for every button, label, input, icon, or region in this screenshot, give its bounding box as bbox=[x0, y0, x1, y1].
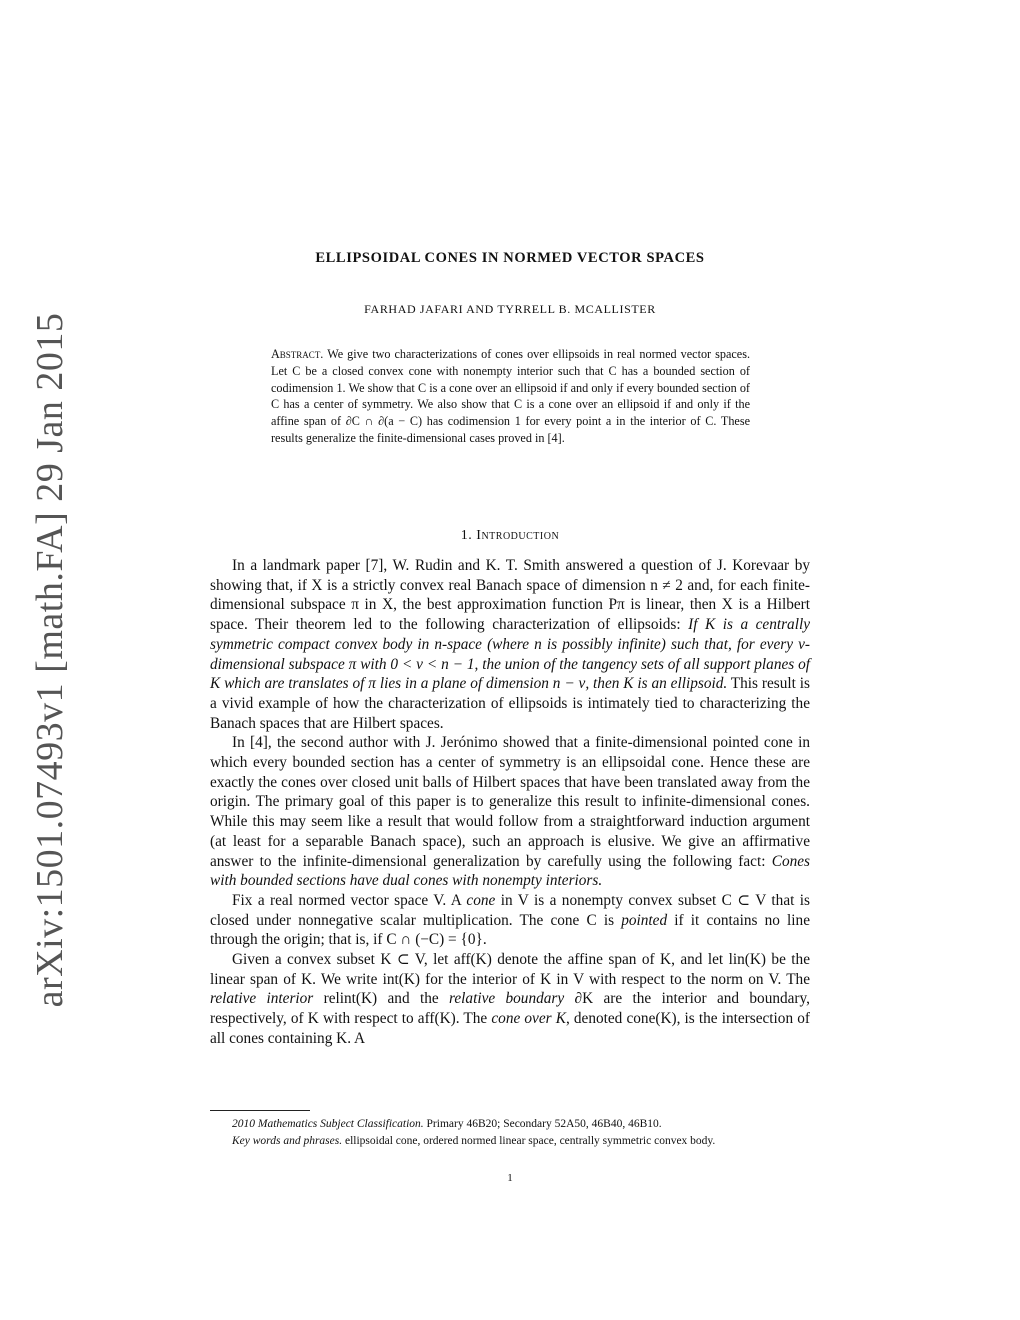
p3-term-pointed: pointed bbox=[621, 911, 668, 929]
p1-theorem: If K is a centrally symmetric compact convex body in n-space (where n is possibly infinite) such that, for every ν-dimensional subspace π with 0 < ν < n − 1, the union of the tangency sets of all support planes of K which are translates of π lies in a plane of dimension n − ν, then K is an ellipsoid. bbox=[210, 616, 810, 693]
footnote-rule bbox=[210, 1110, 310, 1111]
p4-term-relative-interior: relative interior bbox=[210, 990, 314, 1008]
msc-text: Primary 46B20; Secondary 52A50, 46B40, 46B10. bbox=[423, 1118, 662, 1130]
p3-a: Fix a real normed vector space V. A bbox=[232, 891, 467, 909]
abstract-label: Abstract. bbox=[271, 347, 324, 361]
p4-d: , denoted cone(K), is the intersection of all cones containing K. A bbox=[210, 1010, 810, 1047]
p3-c: if it contains no line through the origin; that is, if C ∩ (−C) = {0}. bbox=[210, 911, 810, 949]
p4-term-cone-over: cone over K bbox=[491, 1010, 566, 1028]
footnote-msc bbox=[210, 1116, 810, 1133]
keywords-label: Key words and phrases. bbox=[232, 1134, 343, 1147]
section-title: Introduction bbox=[476, 528, 560, 543]
abstract bbox=[271, 346, 750, 447]
p4-c: ∂K are the interior and boundary, respectively, of K with respect to aff(K). The bbox=[210, 990, 811, 1028]
p4-a: Given a convex subset K ⊂ V, let aff(K) denote the affine span of K, and let lin(K) be the linear span of K. We write int(K) for the interior of K in V with respect to the norm on V. The bbox=[210, 951, 810, 988]
paragraph-1 bbox=[210, 556, 810, 733]
section-number: 1. bbox=[460, 528, 473, 543]
footnotes bbox=[210, 1116, 810, 1149]
arxiv-identifier: arXiv:1501.07493v1 [math.FA] 29 Jan 2015 bbox=[29, 312, 71, 1008]
p1-end: This result is a vivid example of how the characterization of ellipsoids is intimately tied to characterizing the Banach spaces that are Hilbert spaces. bbox=[210, 675, 810, 732]
footnote-keywords bbox=[210, 1133, 810, 1150]
msc-label: 2010 Mathematics Subject Classification. bbox=[232, 1118, 424, 1130]
paragraph-4 bbox=[210, 950, 810, 1049]
paragraph-2 bbox=[210, 733, 810, 891]
p1-start: In a landmark paper [7], W. Rudin and K. T. Smith answered a question of J. Korevaar by showing that, if X is a strictly convex real Banach space of dimension n ≠ 2 and, for each finite-dimensional subspace π in X, the best approximation function Pπ is linear, then X is a Hilbert space. Their theorem led to the following characterization of ellipsoids: bbox=[210, 557, 810, 634]
section-heading bbox=[210, 528, 810, 544]
body-text bbox=[210, 556, 810, 1049]
keywords-text: ellipsoidal cone, ordered normed linear space, centrally symmetric convex body. bbox=[342, 1134, 716, 1147]
paper-authors: FARHAD JAFARI AND TYRRELL B. MCALLISTER bbox=[364, 302, 656, 316]
p4-b: relint(K) and the bbox=[313, 990, 449, 1008]
paragraph-3 bbox=[210, 891, 810, 950]
paper-title: ELLIPSOIDAL CONES IN NORMED VECTOR SPACES bbox=[315, 250, 705, 266]
p2-start: In [4], the second author with J. Jerónimo showed that a finite-dimensional pointed cone in which every bounded section has a center of symmetry is an ellipsoidal cone. Hence these are exactly the cones over closed unit balls of Hilbert spaces that have been translated away from the origin. The primary goal of this paper is to generalize this result to infinite-dimensional cones. While this may seem like a result that would follow from a straightforward induction argument (at least for a separable Banach space), such an approach is elusive. We give an affirmative answer to the infinite-dimensional generalization by carefully using the following fact: bbox=[210, 734, 810, 870]
p3-term-cone: cone bbox=[466, 891, 496, 909]
p2-fact: Cones with bounded sections have dual cones with nonempty interiors. bbox=[210, 852, 810, 890]
page-number: 1 bbox=[507, 1172, 513, 1184]
p3-b: in V is a nonempty convex subset C ⊂ V that is closed under nonnegative scalar multiplication. The cone C is bbox=[210, 891, 810, 929]
arxiv-sidebar-stamp bbox=[29, 312, 71, 1008]
abstract-text: We give two characterizations of cones over ellipsoids in real normed vector spaces. Let C be a closed convex cone with nonempty interior such that C has a bounded section of codimension 1. We show that C is a cone over an ellipsoid if and only if every bounded section of C has a center of symmetry. We also show that C is a cone over an ellipsoid if and only if the affine span of ∂C ∩ ∂(a − C) has codimension 1 for every point a in the interior of C. These results generalize the finite-dimensional cases proved in [4]. bbox=[271, 347, 750, 445]
p4-term-relative-boundary: relative boundary bbox=[449, 990, 565, 1008]
